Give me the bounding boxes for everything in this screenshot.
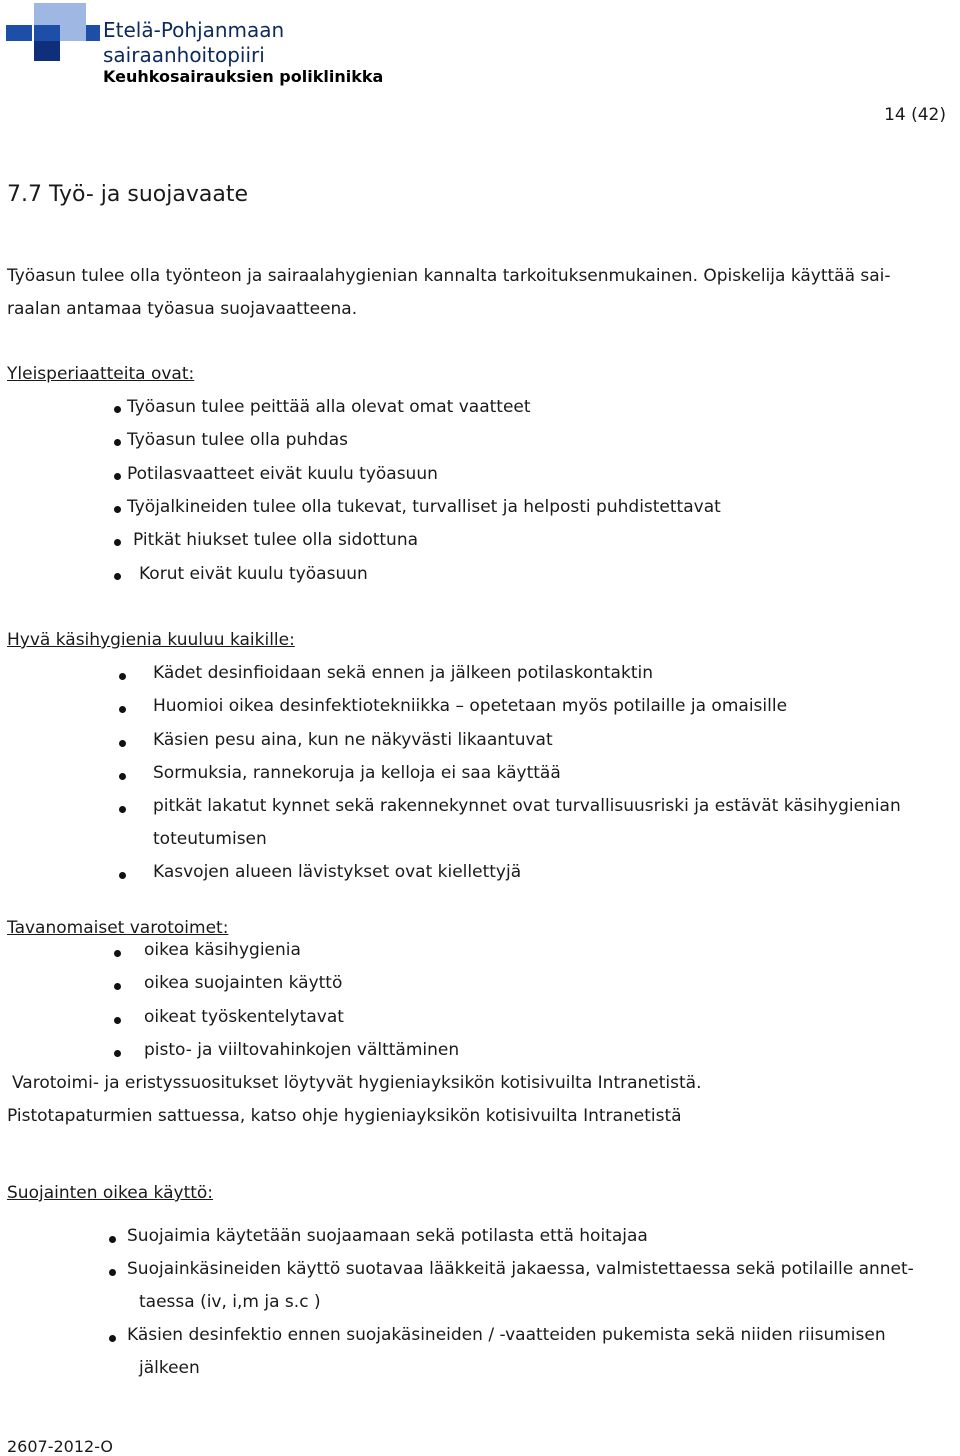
list-item-continuation: jälkeen [139, 1358, 200, 1378]
list-item: oikeat työskentelytavat [144, 1007, 344, 1027]
bullet-icon [119, 673, 126, 680]
list-item: oikea suojainten käyttö [144, 973, 343, 993]
org-name-line2: sairaanhoitopiiri [103, 43, 265, 67]
bullet-icon [119, 872, 126, 879]
list-item: Kasvojen alueen lävistykset ovat kiellettyjä [153, 862, 522, 882]
list-item: Huomioi oikea desinfektiotekniikka – opetetaan myös potilaille ja omaisille [153, 696, 788, 716]
list-item-continuation: taessa (iv, i,m ja s.c ) [139, 1292, 321, 1312]
bullet-icon [119, 806, 126, 813]
precautions-heading: Tavanomaiset varotoimet: [7, 918, 229, 938]
list-item: Työasun tulee peittää alla olevat omat vaatteet [127, 397, 531, 417]
list-item: Työasun tulee olla puhdas [127, 430, 348, 450]
bullet-icon [109, 1269, 116, 1276]
bullet-icon [114, 539, 121, 546]
list-item-continuation: toteutumisen [153, 829, 267, 849]
page-number: 14 (42) [884, 105, 946, 125]
list-item: pisto- ja viiltovahinkojen välttäminen [144, 1040, 460, 1060]
bullet-icon [114, 473, 121, 480]
bullet-icon [114, 983, 121, 990]
org-name-line1: Etelä-Pohjanmaan [103, 18, 285, 42]
bullet-icon [114, 439, 121, 446]
list-item: Pitkät hiukset tulee olla sidottuna [133, 530, 419, 550]
list-item: Potilasvaatteet eivät kuulu työasuun [127, 464, 438, 484]
document-code: 2607-2012-O [7, 1437, 114, 1456]
bullet-icon [114, 950, 121, 957]
precautions-note-1: Varotoimi- ja eristyssuositukset löytyvät hygieniayksikön kotisivuilta Intranetistä. [12, 1073, 702, 1093]
bullet-icon [114, 506, 121, 513]
bullet-icon [119, 706, 126, 713]
list-item: Työjalkineiden tulee olla tukevat, turvalliset ja helposti puhdistettavat [127, 497, 721, 517]
bullet-icon [114, 573, 121, 580]
list-item: Sormuksia, rannekoruja ja kelloja ei saa käyttää [153, 763, 561, 783]
hospital-district-logo [6, 3, 116, 63]
bullet-icon [114, 1017, 121, 1024]
list-item: pitkät lakatut kynnet sekä rakennekynnet ovat turvallisuusriski ja estävät käsihygienian [153, 796, 901, 816]
list-item: Kädet desinfioidaan sekä ennen ja jälkeen potilaskontaktin [153, 663, 653, 683]
bullet-icon [109, 1236, 116, 1243]
hand-hygiene-heading: Hyvä käsihygienia kuuluu kaikille: [7, 630, 295, 650]
general-heading: Yleisperiaatteita ovat: [7, 364, 195, 384]
list-item: Suojainkäsineiden käyttö suotavaa lääkkeitä jakaessa, valmistettaessa sekä potilaille annet- [127, 1259, 914, 1279]
protective-heading: Suojainten oikea käyttö: [7, 1183, 214, 1203]
list-item: Käsien pesu aina, kun ne näkyvästi likaantuvat [153, 730, 553, 750]
intro-line-2: raalan antamaa työasua suojavaatteena. [7, 299, 358, 319]
intro-line-1: Työasun tulee olla työnteon ja sairaalahygienian kannalta tarkoituksenmukainen. Opiskelija käyttää sai- [7, 266, 891, 286]
bullet-icon [109, 1335, 116, 1342]
section-title: 7.7 Työ- ja suojavaate [7, 182, 249, 207]
bullet-icon [114, 406, 121, 413]
list-item: oikea käsihygienia [144, 940, 301, 960]
bullet-icon [119, 740, 126, 747]
list-item: Suojaimia käytetään suojaamaan sekä potilasta että hoitajaa [127, 1226, 648, 1246]
bullet-icon [119, 773, 126, 780]
list-item: Käsien desinfektio ennen suojakäsineiden / -vaatteiden pukemista sekä niiden riisumisen [127, 1325, 886, 1345]
unit-name: Keuhkosairauksien poliklinikka [103, 67, 384, 86]
precautions-note-2: Pistotapaturmien sattuessa, katso ohje hygieniayksikön kotisivuilta Intranetistä [7, 1106, 682, 1126]
list-item: Korut eivät kuulu työasuun [139, 564, 368, 584]
bullet-icon [114, 1050, 121, 1057]
